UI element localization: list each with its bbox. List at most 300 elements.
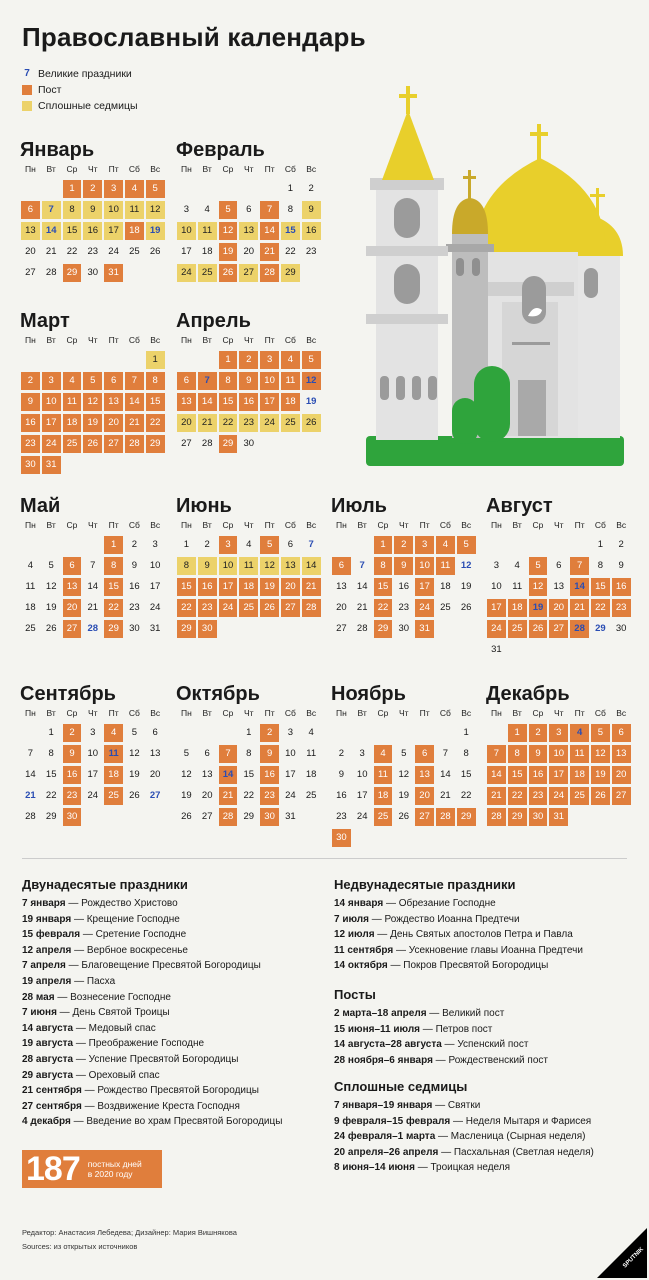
day-cell: 30 xyxy=(21,456,40,474)
day-cell: 8 xyxy=(463,748,469,759)
day-cell: 10 xyxy=(149,560,161,571)
fast-days-caption-line1: постных дней xyxy=(87,1159,142,1169)
item-date: 15 июня–11 июля xyxy=(334,1023,421,1035)
day-cell: 29 xyxy=(374,620,393,638)
day-cell: 30 xyxy=(260,808,279,826)
empty-cell xyxy=(124,349,145,370)
day-cell: 26 xyxy=(591,787,610,805)
day-cell: 4 xyxy=(514,560,520,571)
item-text: — Петров пост xyxy=(420,1023,493,1035)
list-item xyxy=(22,1021,322,1037)
weekday-name: Сб xyxy=(439,520,451,530)
item-text: — Усекновение главы Иоанна Предтечи xyxy=(393,944,583,956)
day-cell: 29 xyxy=(45,811,57,822)
day-cell: 28 xyxy=(87,623,99,634)
weekday-name: Сб xyxy=(284,164,296,174)
item-date: 28 августа xyxy=(22,1053,74,1065)
day-cell: 7 xyxy=(125,372,144,390)
weekday-name: Сб xyxy=(594,520,606,530)
item-text: — Пасхальная (Светлая неделя) xyxy=(438,1146,594,1158)
day-cell: 9 xyxy=(529,745,548,763)
day-cell: 11 xyxy=(306,748,317,759)
day-cell: 11 xyxy=(104,745,123,763)
day-cell: 28 xyxy=(356,623,368,634)
day-cell: 4 xyxy=(281,351,300,369)
day-cell: 22 xyxy=(591,599,610,617)
list-item xyxy=(334,958,634,974)
day-cell: 1 xyxy=(104,536,123,554)
day-cell: 24 xyxy=(260,414,279,432)
month-february xyxy=(176,138,316,283)
weekday-name: Пт xyxy=(419,708,430,718)
day-cell: 6 xyxy=(63,557,82,575)
list-item xyxy=(334,896,634,912)
day-cell: 8 xyxy=(177,557,196,575)
day-cell: 16 xyxy=(529,766,548,784)
month-april xyxy=(176,309,316,454)
day-cell: 7 xyxy=(198,372,217,390)
day-cell: 2 xyxy=(239,351,258,369)
day-cell: 25 xyxy=(198,264,217,282)
day-cell: 2 xyxy=(338,748,345,759)
weekday-name: Вт xyxy=(357,520,367,530)
day-cell: 10 xyxy=(42,393,61,411)
day-cell: 27 xyxy=(281,599,300,617)
weekday-name: Пн xyxy=(335,708,347,718)
day-grid xyxy=(486,534,626,660)
day-cell: 3 xyxy=(359,748,365,759)
list-item xyxy=(22,912,322,928)
day-cell: 7 xyxy=(219,745,238,763)
list-item xyxy=(22,1005,322,1021)
day-cell: 12 xyxy=(181,769,192,780)
day-cell: 19 xyxy=(129,769,140,780)
day-cell: 24 xyxy=(149,602,161,613)
day-cell: 6 xyxy=(287,539,294,550)
item-date: 15 февраля xyxy=(22,929,81,941)
day-cell: 10 xyxy=(549,745,568,763)
day-cell: 3 xyxy=(260,351,279,369)
day-cell: 3 xyxy=(183,204,190,215)
day-cell: 26 xyxy=(45,623,57,634)
month-january xyxy=(20,138,160,283)
day-cell: 30 xyxy=(87,267,99,278)
day-cell: 25 xyxy=(239,599,258,617)
item-text: — Рождество Христово xyxy=(65,898,178,909)
section-title: Сплошные седмицы xyxy=(334,1079,468,1094)
day-cell: 21 xyxy=(25,790,36,801)
weekday-name: Вт xyxy=(202,708,212,718)
day-cell: 24 xyxy=(549,787,568,805)
day-cell: 17 xyxy=(181,246,192,257)
weekday-header xyxy=(331,520,471,532)
weekday-name: Чт xyxy=(88,164,98,174)
day-cell: 2 xyxy=(83,180,102,198)
day-cell: 3 xyxy=(549,724,568,742)
tree-large xyxy=(474,366,510,442)
day-grid xyxy=(331,534,471,639)
legend xyxy=(22,66,138,114)
day-cell: 25 xyxy=(440,602,451,613)
day-cell: 12 xyxy=(83,393,102,411)
weekday-name: Вс xyxy=(616,708,627,718)
day-cell: 19 xyxy=(83,414,102,432)
weekday-name: Ср xyxy=(222,708,234,718)
main-dome xyxy=(474,158,606,252)
day-cell: 17 xyxy=(549,766,568,784)
item-date: 19 августа xyxy=(22,1038,74,1050)
item-date: 12 апреля xyxy=(22,944,72,956)
day-cell: 3 xyxy=(415,536,434,554)
day-cell: 18 xyxy=(440,581,451,592)
list-item xyxy=(334,1022,634,1038)
day-cell: 17 xyxy=(260,393,279,411)
day-cell: 15 xyxy=(104,578,123,596)
day-cell: 3 xyxy=(42,372,61,390)
day-cell: 22 xyxy=(177,599,196,617)
day-cell: 21 xyxy=(440,790,451,801)
day-grid xyxy=(486,722,626,827)
day-cell: 22 xyxy=(146,414,165,432)
day-cell: 24 xyxy=(42,435,61,453)
item-date: 14 августа xyxy=(22,1022,74,1034)
day-cell: 1 xyxy=(63,180,82,198)
day-cell: 30 xyxy=(243,438,255,449)
fast-days-counter xyxy=(22,1150,162,1188)
list-item xyxy=(334,1053,634,1069)
day-cell: 13 xyxy=(415,766,434,784)
day-cell: 3 xyxy=(90,727,96,738)
day-cell: 19 xyxy=(219,243,238,261)
day-cell: 8 xyxy=(104,557,123,575)
day-cell: 12 xyxy=(146,201,165,219)
day-cell: 5 xyxy=(131,727,138,738)
day-cell: 13 xyxy=(21,222,40,240)
section-non-twelve-feasts xyxy=(334,876,634,974)
empty-cell xyxy=(41,349,62,370)
item-date: 29 августа xyxy=(22,1069,74,1081)
weekday-header xyxy=(176,335,316,347)
bell-tower-spire xyxy=(382,110,434,180)
day-cell: 31 xyxy=(42,456,61,474)
item-text: — Преображение Господне xyxy=(73,1038,205,1050)
day-cell: 31 xyxy=(285,811,296,822)
empty-cell xyxy=(20,178,41,199)
weekday-header xyxy=(486,708,626,720)
logo-text: SPUTNIK xyxy=(622,1246,646,1270)
day-cell: 23 xyxy=(198,599,217,617)
day-cell: 23 xyxy=(336,811,347,822)
day-cell: 6 xyxy=(415,745,434,763)
list-item xyxy=(22,927,322,943)
day-cell: 22 xyxy=(285,246,296,257)
weekday-header xyxy=(20,335,160,347)
empty-cell xyxy=(20,349,41,370)
month-may xyxy=(20,494,160,639)
day-cell: 29 xyxy=(177,620,196,638)
day-cell: 16 xyxy=(21,414,40,432)
day-cell: 13 xyxy=(336,581,347,592)
day-cell: 18 xyxy=(201,246,213,257)
month-name: Июнь xyxy=(176,495,232,517)
day-cell: 20 xyxy=(415,787,434,805)
day-cell: 3 xyxy=(287,727,294,738)
day-cell: 13 xyxy=(239,222,258,240)
day-cell: 27 xyxy=(63,620,82,638)
item-text: — Ореховый спас xyxy=(73,1069,160,1081)
day-cell: 21 xyxy=(219,787,238,805)
day-cell: 14 xyxy=(125,393,144,411)
item-text: — Медовый спас xyxy=(73,1022,156,1034)
day-cell: 30 xyxy=(332,829,351,847)
item-text: — Неделя Мытаря и Фарисея xyxy=(450,1115,592,1127)
day-cell: 16 xyxy=(63,766,82,784)
empty-cell xyxy=(62,534,83,555)
day-cell: 29 xyxy=(281,264,300,282)
day-cell: 14 xyxy=(219,766,238,784)
list-item xyxy=(334,912,634,928)
day-cell: 7 xyxy=(487,745,506,763)
day-cell: 13 xyxy=(281,557,300,575)
day-cell: 10 xyxy=(219,557,238,575)
sputnik-logo xyxy=(597,1228,647,1278)
day-cell: 9 xyxy=(618,560,624,571)
day-cell: 1 xyxy=(287,183,294,194)
section-fasts xyxy=(334,986,634,1068)
empty-cell xyxy=(218,722,239,743)
day-cell: 27 xyxy=(201,811,213,822)
day-cell: 21 xyxy=(87,602,99,613)
day-cell: 8 xyxy=(48,748,54,759)
legend-fast xyxy=(22,82,138,98)
weekday-header xyxy=(176,164,316,176)
day-cell: 13 xyxy=(201,769,213,780)
day-cell: 6 xyxy=(612,724,631,742)
weekday-name: Пн xyxy=(180,335,192,345)
month-october xyxy=(176,682,316,827)
day-cell: 17 xyxy=(87,769,99,780)
empty-cell xyxy=(259,178,280,199)
item-text: — Обрезание Господне xyxy=(383,898,496,909)
day-cell: 31 xyxy=(104,264,123,282)
weekday-name: Ср xyxy=(66,164,78,174)
day-cell: 26 xyxy=(460,602,472,613)
day-cell: 6 xyxy=(204,748,210,759)
day-cell: 20 xyxy=(336,602,347,613)
item-date: 7 июня xyxy=(22,1007,57,1019)
list-item xyxy=(22,1052,322,1068)
day-cell: 13 xyxy=(149,748,161,759)
weekday-name: Сб xyxy=(439,708,451,718)
day-cell: 31 xyxy=(549,808,568,826)
weekday-name: Чт xyxy=(554,520,564,530)
day-cell: 12 xyxy=(260,557,279,575)
month-name: Август xyxy=(486,495,553,517)
day-cell: 2 xyxy=(394,536,413,554)
empty-cell xyxy=(176,178,197,199)
legend-solid-swatch xyxy=(22,101,32,111)
day-cell: 11 xyxy=(198,222,217,240)
day-cell: 28 xyxy=(25,811,36,822)
day-cell: 18 xyxy=(281,393,300,411)
day-cell: 17 xyxy=(415,578,434,596)
day-cell: 31 xyxy=(415,620,434,638)
section-title: Посты xyxy=(334,987,376,1002)
day-cell: 26 xyxy=(83,435,102,453)
empty-cell xyxy=(103,349,124,370)
month-name: Февраль xyxy=(176,139,265,161)
day-cell: 24 xyxy=(487,620,506,638)
empty-cell xyxy=(331,534,352,555)
day-grid xyxy=(20,722,160,827)
month-name: Январь xyxy=(20,139,95,161)
day-cell: 17 xyxy=(149,581,161,592)
day-cell: 23 xyxy=(305,246,317,257)
day-cell: 5 xyxy=(146,180,165,198)
day-cell: 26 xyxy=(529,620,548,638)
day-cell: 8 xyxy=(374,557,393,575)
day-cell: 30 xyxy=(198,620,217,638)
month-name: Декабрь xyxy=(486,683,570,705)
day-cell: 21 xyxy=(45,246,57,257)
day-cell: 18 xyxy=(508,599,527,617)
weekday-name: Вт xyxy=(46,708,56,718)
weekday-name: Пт xyxy=(108,164,119,174)
weekday-name: Чт xyxy=(399,520,409,530)
day-cell: 28 xyxy=(125,435,144,453)
list-item xyxy=(22,974,322,990)
weekday-name: Пн xyxy=(24,164,36,174)
day-cell: 28 xyxy=(260,264,279,282)
day-cell: 27 xyxy=(149,790,161,801)
weekday-name: Пн xyxy=(335,520,347,530)
day-cell: 6 xyxy=(152,727,158,738)
day-cell: 24 xyxy=(285,790,296,801)
day-cell: 19 xyxy=(305,396,317,407)
day-cell: 3 xyxy=(104,180,123,198)
list-item xyxy=(334,1037,634,1053)
day-cell: 25 xyxy=(570,787,589,805)
day-cell: 19 xyxy=(460,581,472,592)
weekday-name: Чт xyxy=(399,708,409,718)
item-date: 12 июля xyxy=(334,929,375,941)
weekday-name: Пн xyxy=(180,708,192,718)
day-cell: 18 xyxy=(570,766,589,784)
day-cell: 17 xyxy=(104,222,123,240)
month-name: Сентябрь xyxy=(20,683,116,705)
day-cell: 5 xyxy=(457,536,476,554)
weekday-name: Вс xyxy=(150,164,161,174)
weekday-name: Пт xyxy=(419,520,430,530)
month-name: Май xyxy=(20,495,61,517)
day-cell: 6 xyxy=(104,372,123,390)
item-text: — Рождественский пост xyxy=(432,1054,548,1066)
day-cell: 28 xyxy=(201,438,213,449)
day-cell: 2 xyxy=(529,724,548,742)
list-item xyxy=(334,1114,634,1130)
month-name: Март xyxy=(20,310,70,332)
weekday-name: Сб xyxy=(128,335,140,345)
day-cell: 19 xyxy=(181,790,192,801)
day-cell: 23 xyxy=(239,414,258,432)
day-cell: 4 xyxy=(104,724,123,742)
day-cell: 14 xyxy=(42,222,61,240)
weekday-name: Ср xyxy=(66,520,78,530)
day-cell: 21 xyxy=(302,578,321,596)
day-cell: 25 xyxy=(63,435,82,453)
day-cell: 28 xyxy=(570,620,589,638)
day-cell: 9 xyxy=(21,393,40,411)
day-cell: 17 xyxy=(42,414,61,432)
item-text: — Троицкая неделя xyxy=(414,1162,511,1174)
empty-cell xyxy=(238,178,259,199)
item-date: 28 ноября–6 января xyxy=(334,1054,433,1066)
day-cell: 7 xyxy=(359,560,365,571)
day-cell: 29 xyxy=(219,435,238,453)
day-cell: 2 xyxy=(618,539,624,550)
empty-cell xyxy=(82,534,103,555)
day-cell: 8 xyxy=(246,748,252,759)
weekday-header xyxy=(20,708,160,720)
day-cell: 29 xyxy=(63,264,82,282)
day-cell: 30 xyxy=(129,623,140,634)
day-cell: 10 xyxy=(87,748,99,759)
item-text: — Пасха xyxy=(71,975,116,987)
item-text: — Рождество Пресвятой Богородицы xyxy=(81,1085,259,1097)
day-cell: 14 xyxy=(260,222,279,240)
day-cell: 21 xyxy=(356,602,368,613)
day-cell: 15 xyxy=(219,393,238,411)
weekday-name: Пт xyxy=(264,164,275,174)
weekday-name: Вс xyxy=(306,708,317,718)
day-cell: 30 xyxy=(529,808,548,826)
day-cell: 16 xyxy=(129,581,140,592)
weekday-name: Пт xyxy=(108,520,119,530)
legend-great xyxy=(22,66,138,82)
weekday-name: Чт xyxy=(244,708,254,718)
weekday-name: Чт xyxy=(88,708,98,718)
day-cell: 7 xyxy=(42,201,61,219)
day-cell: 26 xyxy=(129,790,140,801)
item-text: — Вознесение Господне xyxy=(54,991,171,1003)
day-cell: 2 xyxy=(308,183,314,194)
day-cell: 22 xyxy=(243,790,255,801)
day-cell: 14 xyxy=(440,769,451,780)
list-item xyxy=(334,1098,634,1114)
weekday-name: Вт xyxy=(357,708,367,718)
day-grid xyxy=(331,722,471,848)
day-cell: 27 xyxy=(104,435,123,453)
weekday-name: Пт xyxy=(264,520,275,530)
empty-cell xyxy=(486,534,507,555)
weekday-name: Чт xyxy=(88,335,98,345)
day-cell: 21 xyxy=(260,243,279,261)
item-date: 14 октября xyxy=(334,960,388,972)
item-text: — Сретение Господне xyxy=(80,929,187,941)
day-cell: 5 xyxy=(83,372,102,390)
day-cell: 26 xyxy=(181,811,192,822)
day-cell: 2 xyxy=(131,539,138,550)
weekday-name: Сб xyxy=(128,164,140,174)
day-cell: 16 xyxy=(612,578,631,596)
item-date: 27 сентября xyxy=(22,1100,82,1112)
weekday-name: Сб xyxy=(284,708,296,718)
day-cell: 29 xyxy=(243,811,255,822)
item-date: 21 сентября xyxy=(22,1085,82,1097)
month-september xyxy=(20,682,160,827)
empty-cell xyxy=(486,722,507,743)
empty-cell xyxy=(528,534,549,555)
